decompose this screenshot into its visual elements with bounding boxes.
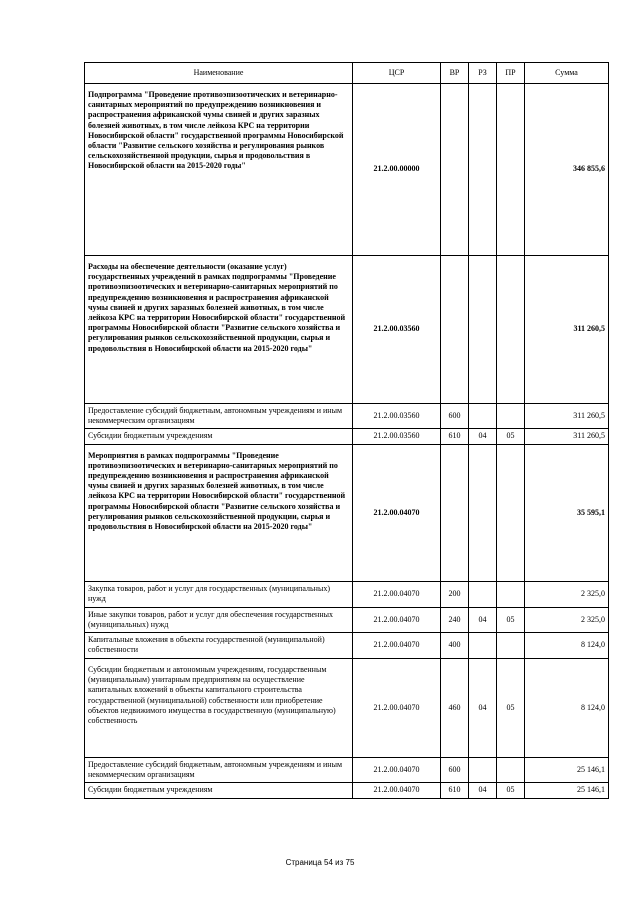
table-row [85, 581, 609, 607]
header-vr: ВР [441, 63, 469, 84]
row-vr [441, 84, 469, 256]
table-row [85, 659, 609, 758]
budget-table [84, 62, 609, 799]
row-pr [497, 84, 525, 256]
row-name: Предоставление субсидий бюджетным, автономным учреждениям и иным некоммерческим организациям [85, 404, 353, 429]
row-pr: 05 [497, 783, 525, 798]
row-csr: 21.2.00.04070 [353, 783, 441, 798]
table-row [85, 783, 609, 798]
row-csr: 21.2.00.03560 [353, 404, 441, 429]
table-row [85, 607, 609, 632]
row-pr: 05 [497, 429, 525, 444]
row-sum: 311 260,5 [525, 429, 609, 444]
row-name: Субсидии бюджетным учреждениям [85, 429, 353, 444]
table-row [85, 404, 609, 429]
row-rz: 04 [469, 429, 497, 444]
row-name: Капитальные вложения в объекты государственной (муниципальной) собственности [85, 633, 353, 659]
row-csr: 21.2.00.04070 [353, 607, 441, 632]
header-name: Наименование [85, 63, 353, 84]
row-name: Субсидии бюджетным учреждениям [85, 783, 353, 798]
row-vr [441, 256, 469, 404]
row-csr: 21.2.00.04070 [353, 659, 441, 758]
row-pr: 05 [497, 659, 525, 758]
row-vr: 240 [441, 607, 469, 632]
row-rz [469, 581, 497, 607]
row-rz [469, 84, 497, 256]
row-rz [469, 633, 497, 659]
row-vr: 600 [441, 758, 469, 783]
header-pr: ПР [497, 63, 525, 84]
row-name: Мероприятия в рамках подпрограммы "Проведение противоэпизоотических и ветеринарно-санитарных мероприятий по предупреждению возникновения и распространения африканской чумы свиней и других заразных болезней животных, в том числе лейкоза КРС на территории Новосибирской области" государственной программы Новосибирской области "Развитие сельского хозяйства и регулирования рынков сельскохозяйственной продукции, сырья и продовольствия в Новосибирской области на 2015-2020 годы" [85, 444, 353, 581]
page-number: Страница 54 из 75 [285, 858, 355, 867]
row-rz [469, 758, 497, 783]
table-row [85, 633, 609, 659]
row-sum: 311 260,5 [525, 256, 609, 404]
row-vr: 610 [441, 429, 469, 444]
row-pr [497, 404, 525, 429]
row-pr [497, 633, 525, 659]
header-rz: РЗ [469, 63, 497, 84]
row-pr [497, 256, 525, 404]
table-row [85, 758, 609, 783]
row-csr: 21.2.00.04070 [353, 444, 441, 581]
header-sum: Сумма [525, 63, 609, 84]
table-row [85, 444, 609, 581]
row-pr [497, 581, 525, 607]
row-name: Предоставление субсидий бюджетным, автономным учреждениям и иным некоммерческим организациям [85, 758, 353, 783]
row-sum: 346 855,6 [525, 84, 609, 256]
row-sum: 311 260,5 [525, 404, 609, 429]
row-pr [497, 444, 525, 581]
row-vr: 400 [441, 633, 469, 659]
table-row [85, 84, 609, 256]
row-vr: 600 [441, 404, 469, 429]
row-name: Субсидии бюджетным и автономным учреждениям, государственным (муниципальным) унитарным предприятиям на осуществление капитальных вложений в объекты капитального строительства государственной (муниципальной) собственности или приобретение объектов недвижимого имущества в государственную (муниципальную) собственность [85, 659, 353, 758]
row-rz [469, 404, 497, 429]
header-csr: ЦСР [353, 63, 441, 84]
row-name: Закупка товаров, работ и услуг для государственных (муниципальных) нужд [85, 581, 353, 607]
row-pr [497, 758, 525, 783]
row-name: Подпрограмма "Проведение противоэпизоотических и ветеринарно-санитарных мероприятий по предупреждению возникновения и распространения африканской чумы свиней и других заразных болезней животных, в том числе лейкоза КРС на территории Новосибирской области" государственной программы Новосибирской области "Развитие сельского хозяйства и регулирования рынков сельскохозяйственной продукции, сырья и продовольствия в Новосибирской области на 2015-2020 годы" [85, 84, 353, 256]
row-csr: 21.2.00.04070 [353, 633, 441, 659]
row-rz [469, 444, 497, 581]
row-sum: 2 325,0 [525, 607, 609, 632]
row-csr: 21.2.00.00000 [353, 84, 441, 256]
row-rz: 04 [469, 783, 497, 798]
row-vr [441, 444, 469, 581]
row-sum: 2 325,0 [525, 581, 609, 607]
row-rz: 04 [469, 607, 497, 632]
row-vr: 460 [441, 659, 469, 758]
row-csr: 21.2.00.04070 [353, 581, 441, 607]
row-vr: 200 [441, 581, 469, 607]
table-row [85, 429, 609, 444]
budget-table-container [84, 62, 608, 799]
row-sum: 8 124,0 [525, 633, 609, 659]
table-row [85, 256, 609, 404]
row-sum: 25 146,1 [525, 783, 609, 798]
row-sum: 35 595,1 [525, 444, 609, 581]
row-sum: 25 146,1 [525, 758, 609, 783]
row-csr: 21.2.00.04070 [353, 758, 441, 783]
row-name: Иные закупки товаров, работ и услуг для обеспечения государственных (муниципальных) нужд [85, 607, 353, 632]
table-header-row [85, 63, 609, 84]
row-sum: 8 124,0 [525, 659, 609, 758]
row-rz [469, 256, 497, 404]
row-name: Расходы на обеспечение деятельности (оказание услуг) государственных учреждений в рамках подпрограммы "Проведение противоэпизоотических и ветеринарно-санитарных мероприятий по предупреждению возникновения и распространения африканской чумы свиней и других заразных болезней животных, в том числе лейкоза КРС на территории Новосибирской области" государственной программы Новосибирской области "Развитие сельского хозяйства и регулирования рынков сельскохозяйственной продукции, сырья и продовольствия в Новосибирской области на 2015-2020 годы" [85, 256, 353, 404]
row-vr: 610 [441, 783, 469, 798]
row-csr: 21.2.00.03560 [353, 256, 441, 404]
row-pr: 05 [497, 607, 525, 632]
row-csr: 21.2.00.03560 [353, 429, 441, 444]
row-rz: 04 [469, 659, 497, 758]
